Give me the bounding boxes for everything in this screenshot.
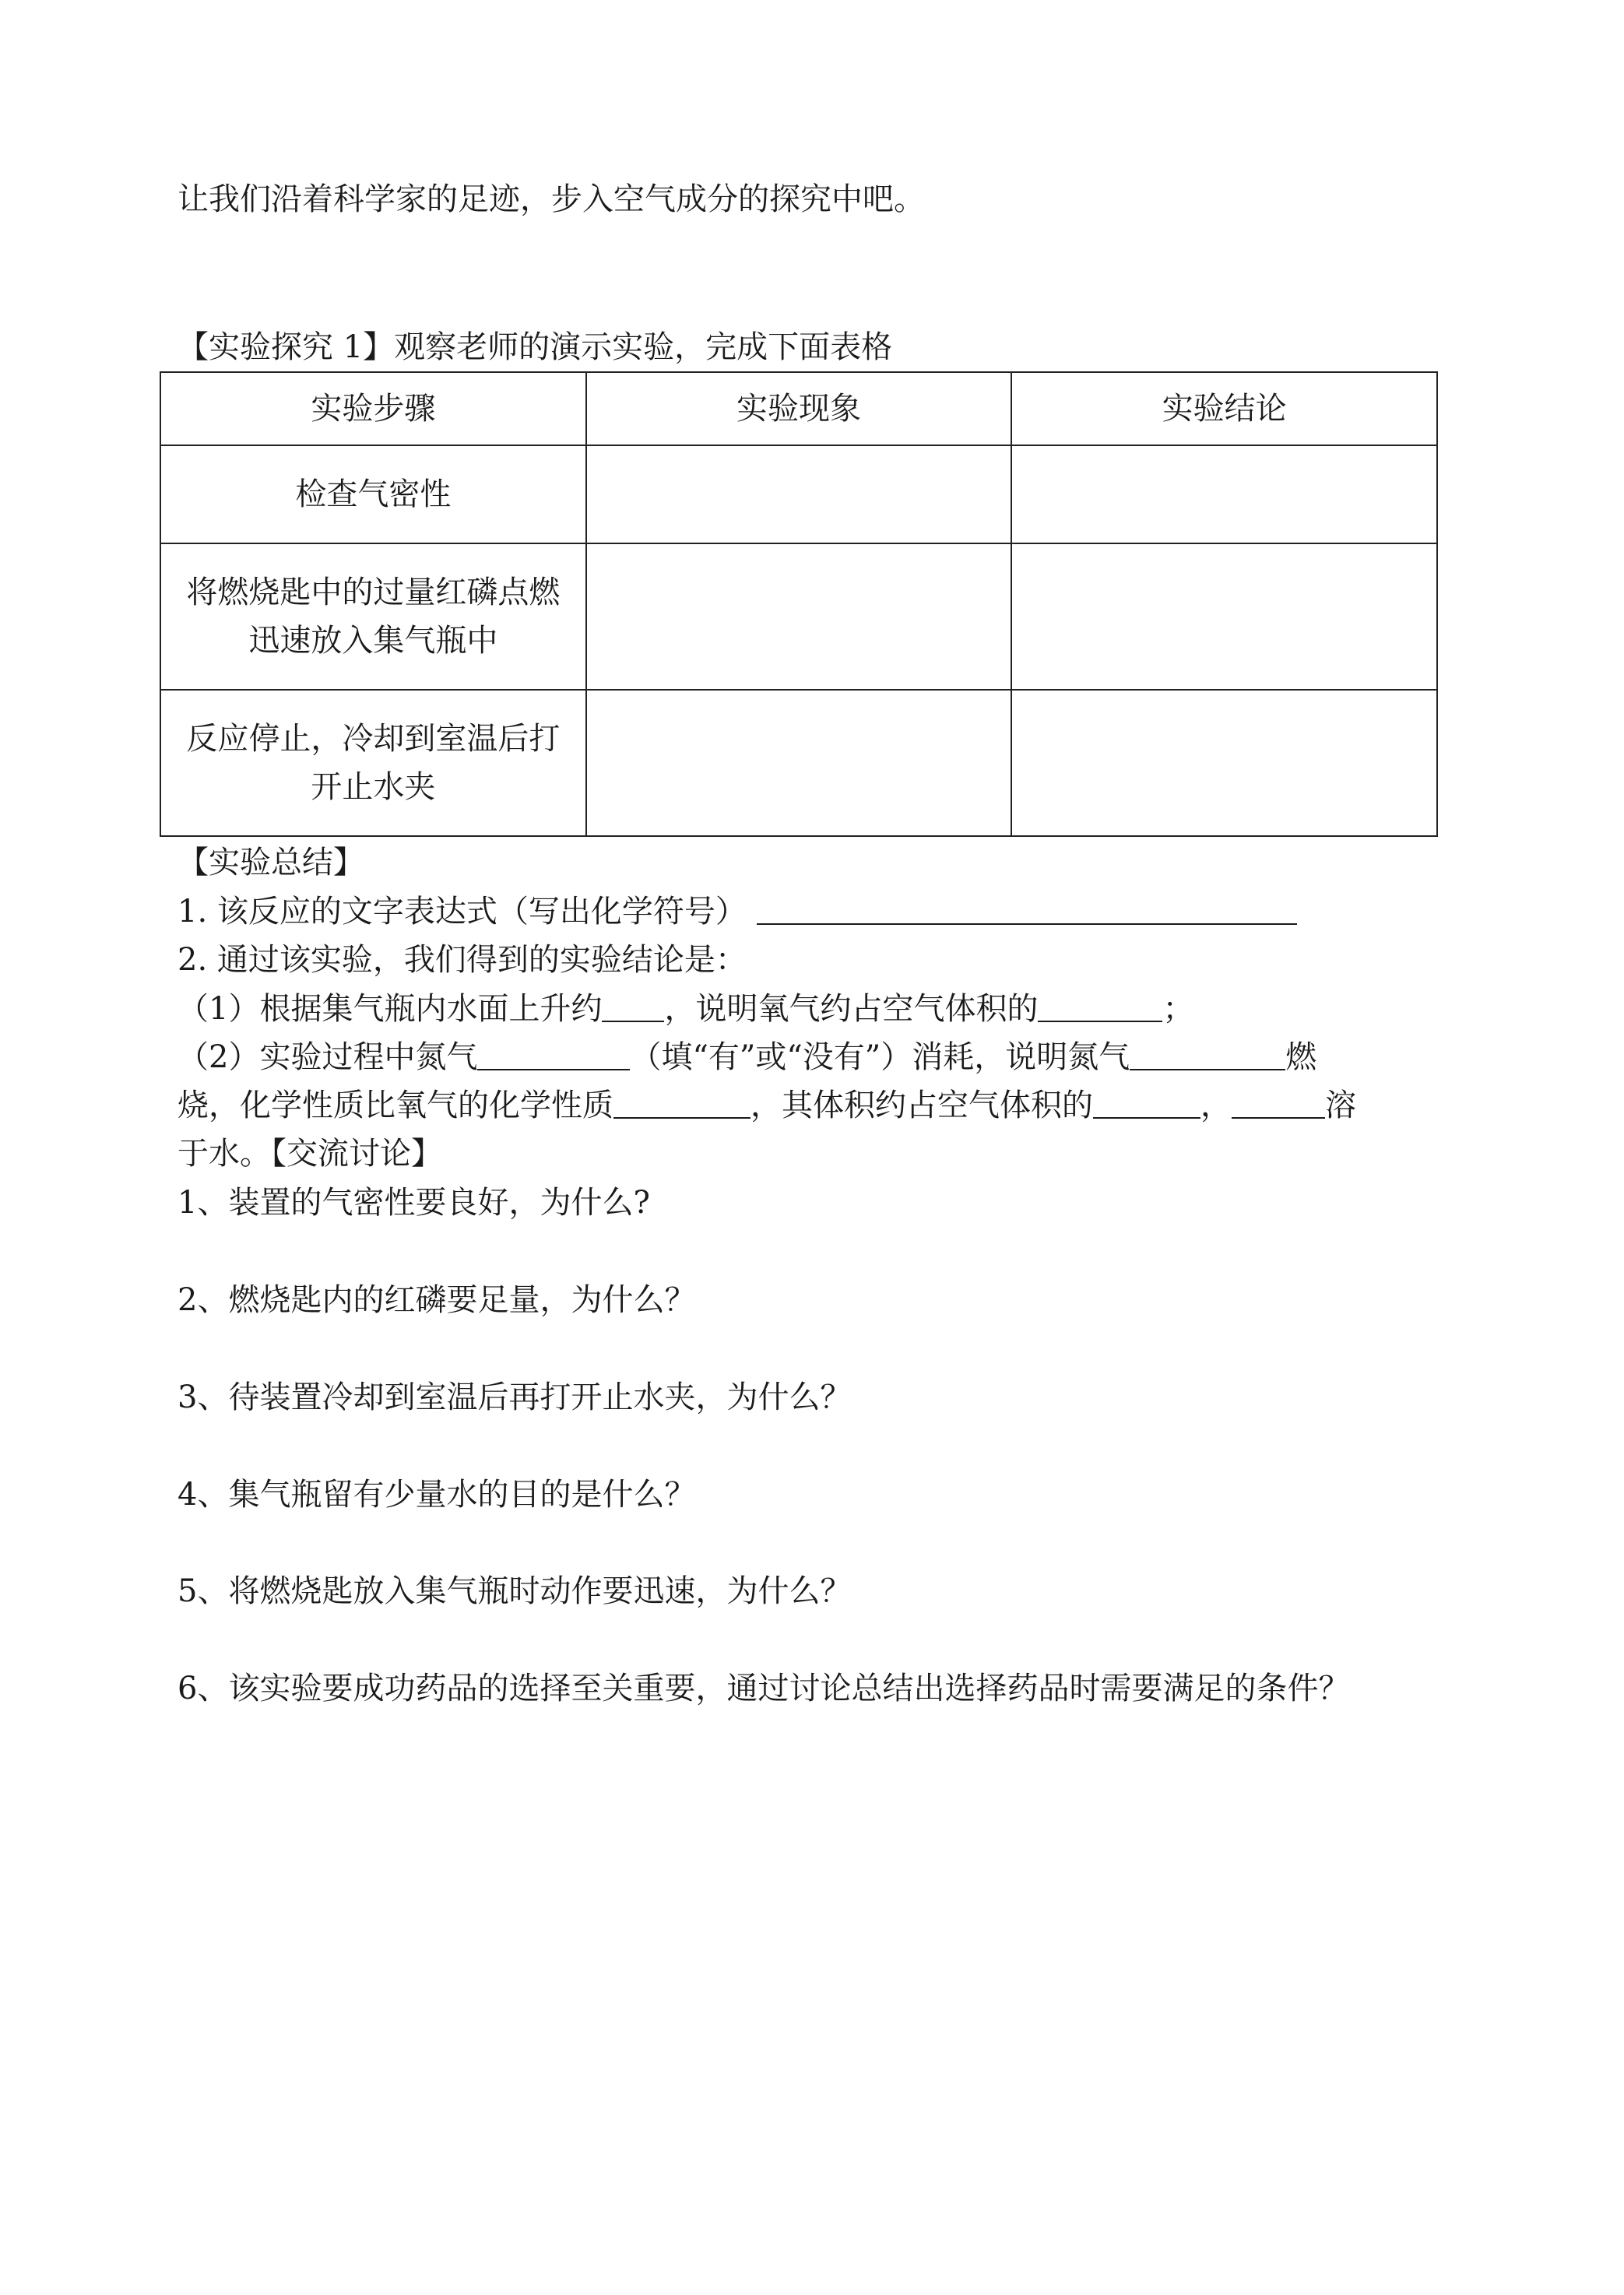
conclusion-1 [178,985,1193,1033]
step-text-line-2: 开止水夹 [311,769,436,805]
conclusion-2-text-a: （2）实验过程中氮气 [178,1039,478,1075]
discussion-question: 5、将燃烧匙放入集气瓶时动作要迅速，为什么？ [178,1573,852,1609]
table-header-row [160,372,1437,445]
table-row [160,690,1437,836]
conclusion-answer-cell[interactable] [1011,690,1437,836]
step-text-line-2: 迅速放入集气瓶中 [248,623,498,659]
step-text-line-1: 将燃烧匙中的过量红磷点燃 [186,575,561,610]
step-cell [160,543,586,690]
nitrogen-fraction-blank[interactable] [1093,1086,1200,1119]
conclusion-2-text-h: 于水。 [178,1136,271,1172]
conclusion-2-text-e: ，其体积约占空气体积的 [750,1088,1093,1123]
step-text: 检查气密性 [295,476,452,512]
conclusion-2 [178,1033,1423,1178]
table-row [160,543,1437,690]
discussion-question: 6、该实验要成功药品的选择至关重要，通过讨论总结出选择药品时需要满足的条件？ [178,1671,1350,1706]
conclusion-2-line-1 [178,1033,1423,1081]
experiment-table [160,371,1438,837]
phenomenon-answer-cell[interactable] [586,543,1012,690]
conclusion-2-line-3 [178,1130,1423,1178]
conclusion-2-text-d: 烧，化学性质比氧气的化学性质 [178,1088,613,1123]
conclusion-1-text-a: （1）根据集气瓶内水面上升约 [178,991,603,1027]
discussion-question: 4、集气瓶留有少量水的目的是什么？ [178,1477,696,1513]
header-phenomenon: 实验现象 [586,372,1012,445]
discussion-question: 3、待装置冷却到室温后再打开止水夹，为什么？ [178,1379,852,1415]
nitrogen-consumed-blank[interactable] [477,1038,630,1070]
step-cell [160,445,586,543]
conclusion-1-text-c: ； [1162,991,1194,1027]
conclusion-answer-cell[interactable] [1011,543,1437,690]
conclusion-2-text-b: （填“有”或“没有”）消耗，说明氮气 [630,1039,1130,1075]
step-cell [160,690,586,836]
conclusion-2-text-g: 溶 [1325,1088,1356,1123]
equation-blank[interactable] [757,892,1297,925]
conclusion-2-line-2 [178,1081,1423,1130]
phenomenon-answer-cell[interactable] [586,445,1012,543]
intro-text: 让我们沿着科学家的足迹，步入空气成分的探究中吧。 [178,181,925,217]
conclusion-2-text-c: 燃 [1285,1039,1317,1075]
header-conclusion: 实验结论 [1011,372,1437,445]
conclusion-2-text-f: ， [1200,1088,1232,1123]
experiment-title: 【实验探究 1】观察老师的演示实验，完成下面表格 [178,329,893,365]
summary-item-1-text: 1. 该反应的文字表达式（写出化学符号） [178,894,747,930]
conclusion-answer-cell[interactable] [1011,445,1437,543]
discussion-title: 【交流讨论】 [271,1136,442,1172]
table-row [160,445,1437,543]
summary-title: 【实验总结】 [178,845,364,880]
discussion-question: 1、装置的气密性要良好，为什么? [178,1185,650,1221]
summary-item-1 [178,887,1297,936]
nitrogen-burn-blank[interactable] [1130,1038,1285,1070]
conclusion-1-text-b: ，说明氧气约占空气体积的 [664,991,1039,1027]
water-rise-blank[interactable] [602,989,664,1022]
step-text-line-1: 反应停止，冷却到室温后打 [186,721,561,757]
discussion-question: 2、燃烧匙内的红磷要足量，为什么？ [178,1282,696,1318]
header-step: 实验步骤 [160,372,586,445]
chemical-property-blank[interactable] [613,1086,750,1119]
solubility-blank[interactable] [1232,1086,1325,1119]
oxygen-fraction-blank[interactable] [1038,989,1162,1022]
phenomenon-answer-cell[interactable] [586,690,1012,836]
summary-item-2: 2. 通过该实验，我们得到的实验结论是： [178,942,747,978]
